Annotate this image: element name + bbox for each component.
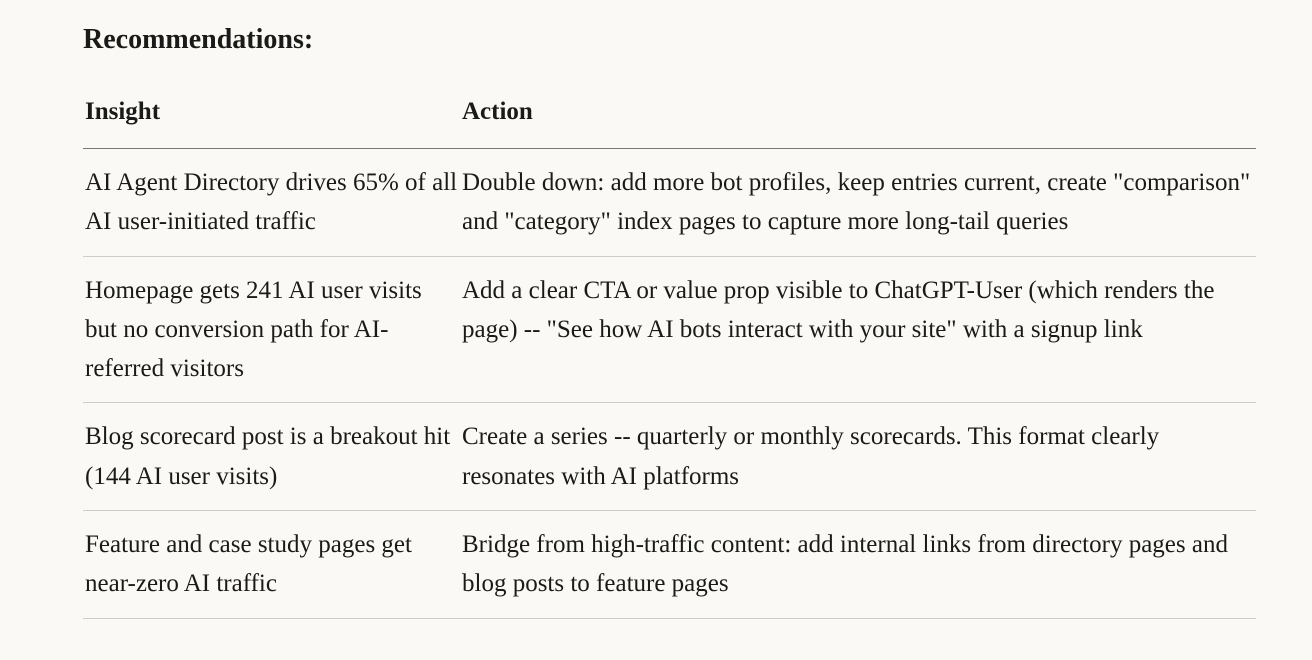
column-header-action: Action: [460, 90, 1256, 149]
action-cell: Double down: add more bot profiles, keep entries current, create "comparison" and "category" index pages to capture more long-tail queries: [460, 149, 1256, 257]
action-cell: Bridge from high-traffic content: add internal links from directory pages and blog posts to feature pages: [460, 511, 1256, 619]
table-row: [83, 511, 1256, 619]
action-cell: Add a clear CTA or value prop visible to ChatGPT-User (which renders the page) -- "See how AI bots interact with your site" with a signup link: [460, 256, 1256, 403]
section-heading: Recommendations:: [83, 24, 314, 55]
insight-cell: Blog scorecard post is a breakout hit (144 AI user visits): [83, 403, 460, 511]
column-header-insight: Insight: [83, 90, 460, 149]
insight-cell: AI Agent Directory drives 65% of all AI user-initiated traffic: [83, 149, 460, 257]
table-row: [83, 149, 1256, 257]
insight-cell: Feature and case study pages get near-zero AI traffic: [83, 511, 460, 619]
table-row: [83, 256, 1256, 403]
action-cell: Create a series -- quarterly or monthly scorecards. This format clearly resonates with AI platforms: [460, 403, 1256, 511]
recommendations-table: [83, 90, 1256, 619]
table-header-row: [83, 90, 1256, 149]
table-row: [83, 403, 1256, 511]
insight-cell: Homepage gets 241 AI user visits but no conversion path for AI-referred visitors: [83, 256, 460, 403]
